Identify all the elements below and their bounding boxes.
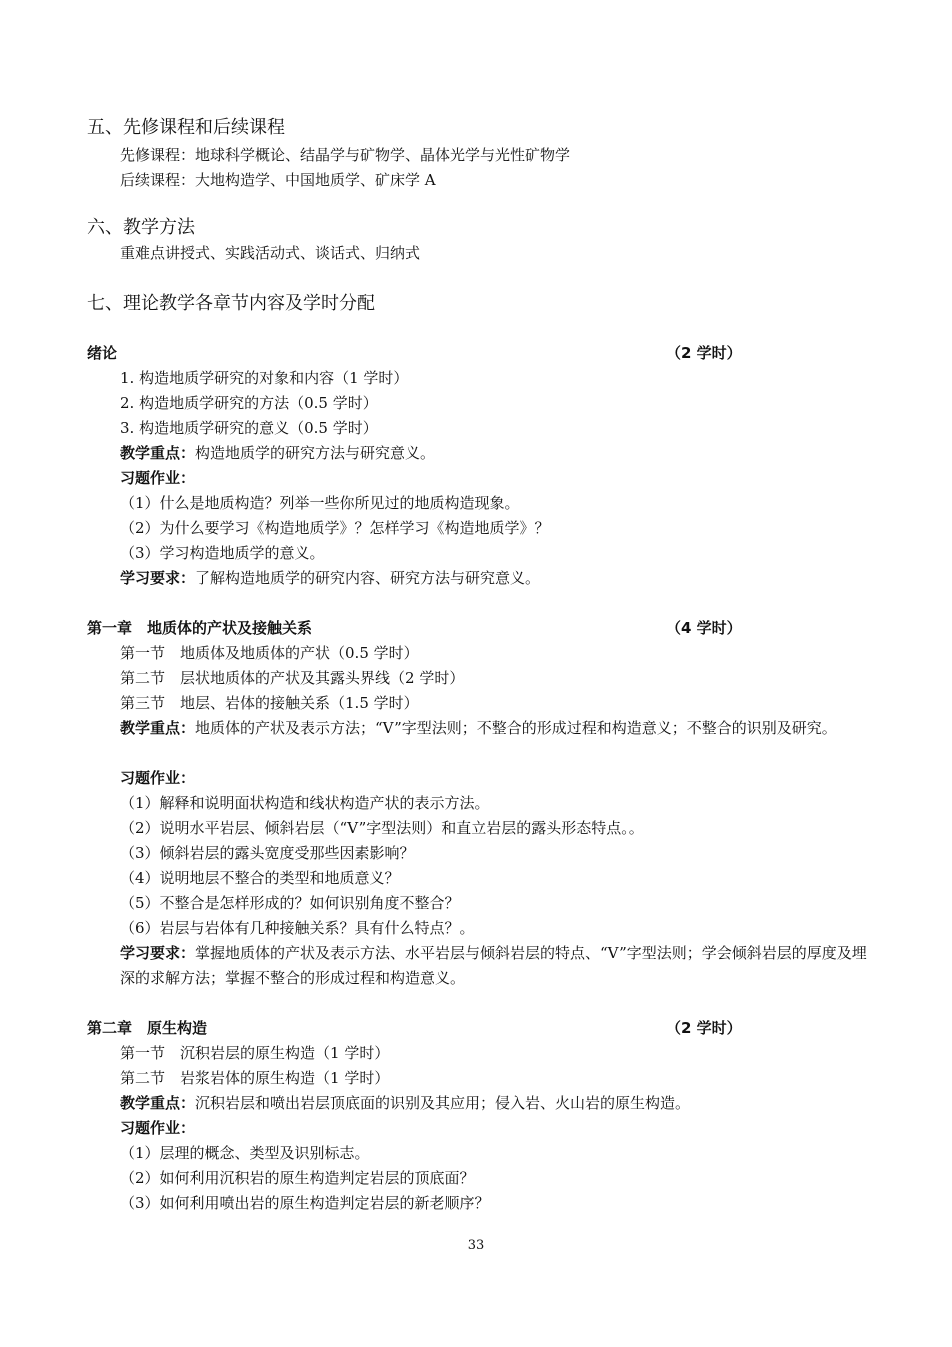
chapter-2-key-points bbox=[120, 1093, 690, 1113]
intro-homework-item: （1）什么是地质构造？列举一些你所见过的地质构造现象。 bbox=[120, 494, 520, 512]
key-points-text: 构造地质学的研究方法与研究意义。 bbox=[195, 444, 436, 462]
chapter-1-homework-item: （2）说明水平岩层、倾斜岩层（“V”字型法则）和直立岩层的露头形态特点。。 bbox=[120, 819, 644, 837]
intro-key-points bbox=[120, 443, 435, 463]
intro-requirements bbox=[120, 568, 540, 588]
intro-homework-label: 习题作业： bbox=[120, 469, 196, 487]
section-6-title: 六、教学方法 bbox=[87, 217, 195, 238]
requirements-text: 掌握地质体的产状及表示方法、水平岩层与倾斜岩层的特点、“V”字型法则；学会倾斜岩层的厚度及埋深的求解方法；掌握不整合的形成过程和构造意义。 bbox=[120, 944, 867, 987]
chapter-2-hours: （2 学时） bbox=[666, 1019, 742, 1037]
intro-hours: （2 学时） bbox=[666, 344, 742, 362]
section-5-title: 五、先修课程和后续课程 bbox=[87, 117, 285, 138]
chapter-2-title: 第二章 原生构造 bbox=[87, 1019, 208, 1037]
chapter-1-key-points bbox=[120, 716, 872, 741]
chapter-1-section: 第三节 地层、岩体的接触关系（1.5 学时） bbox=[120, 694, 419, 712]
section-7-title: 七、理论教学各章节内容及学时分配 bbox=[87, 293, 375, 314]
key-points-label: 教学重点： bbox=[120, 719, 196, 737]
intro-title: 绪论 bbox=[87, 344, 118, 362]
key-points-text: 沉积岩层和喷出岩层顶底面的识别及其应用；侵入岩、火山岩的原生构造。 bbox=[195, 1094, 691, 1112]
chapter-1-title: 第一章 地质体的产状及接触关系 bbox=[87, 619, 313, 637]
intro-item: 1. 构造地质学研究的对象和内容（1 学时） bbox=[120, 369, 409, 387]
key-points-text: 地质体的产状及表示方法；“V”字型法则；不整合的形成过程和构造意义；不整合的识别及研究。 bbox=[195, 719, 837, 737]
requirements-label: 学习要求： bbox=[120, 944, 196, 962]
chapter-1-homework-item: （3）倾斜岩层的露头宽度受那些因素影响？ bbox=[120, 844, 415, 862]
intro-item: 2. 构造地质学研究的方法（0.5 学时） bbox=[120, 394, 378, 412]
chapter-1-homework-label: 习题作业： bbox=[120, 769, 196, 787]
chapter-2-homework-label: 习题作业： bbox=[120, 1119, 196, 1137]
chapter-2-homework-item: （3）如何利用喷出岩的原生构造判定岩层的新老顺序？ bbox=[120, 1194, 490, 1212]
intro-item: 3. 构造地质学研究的意义（0.5 学时） bbox=[120, 419, 378, 437]
requirements-text: 了解构造地质学的研究内容、研究方法与研究意义。 bbox=[195, 569, 541, 587]
chapter-2-section: 第一节 沉积岩层的原生构造（1 学时） bbox=[120, 1044, 390, 1062]
chapter-1-homework-item: （4）说明地层不整合的类型和地质意义？ bbox=[120, 869, 400, 887]
chapter-1-section: 第一节 地质体及地质体的产状（0.5 学时） bbox=[120, 644, 419, 662]
key-points-label: 教学重点： bbox=[120, 1094, 196, 1112]
prerequisite-courses: 先修课程：地球科学概论、结晶学与矿物学、晶体光学与光性矿物学 bbox=[120, 146, 571, 164]
chapter-1-homework-item: （5）不整合是怎样形成的？如何识别角度不整合？ bbox=[120, 894, 460, 912]
chapter-2-homework-item: （2）如何利用沉积岩的原生构造判定岩层的顶底面？ bbox=[120, 1169, 475, 1187]
chapter-1-section: 第二节 层状地质体的产状及其露头界线（2 学时） bbox=[120, 669, 465, 687]
teaching-methods: 重难点讲授式、实践活动式、谈话式、归纳式 bbox=[120, 244, 421, 262]
chapter-1-requirements bbox=[120, 941, 872, 991]
page-number: 33 bbox=[467, 1238, 485, 1253]
intro-homework-item: （2）为什么要学习《构造地质学》？怎样学习《构造地质学》？ bbox=[120, 519, 550, 537]
chapter-1-hours: （4 学时） bbox=[666, 619, 742, 637]
follow-up-courses: 后续课程：大地构造学、中国地质学、矿床学 A bbox=[120, 171, 436, 189]
intro-homework-item: （3）学习构造地质学的意义。 bbox=[120, 544, 325, 562]
requirements-label: 学习要求： bbox=[120, 569, 196, 587]
key-points-label: 教学重点： bbox=[120, 444, 196, 462]
chapter-2-section: 第二节 岩浆岩体的原生构造（1 学时） bbox=[120, 1069, 390, 1087]
chapter-2-homework-item: （1）层理的概念、类型及识别标志。 bbox=[120, 1144, 370, 1162]
chapter-1-homework-item: （6）岩层与岩体有几种接触关系？具有什么特点？。 bbox=[120, 919, 475, 937]
chapter-1-homework-item: （1）解释和说明面状构造和线状构造产状的表示方法。 bbox=[120, 794, 490, 812]
